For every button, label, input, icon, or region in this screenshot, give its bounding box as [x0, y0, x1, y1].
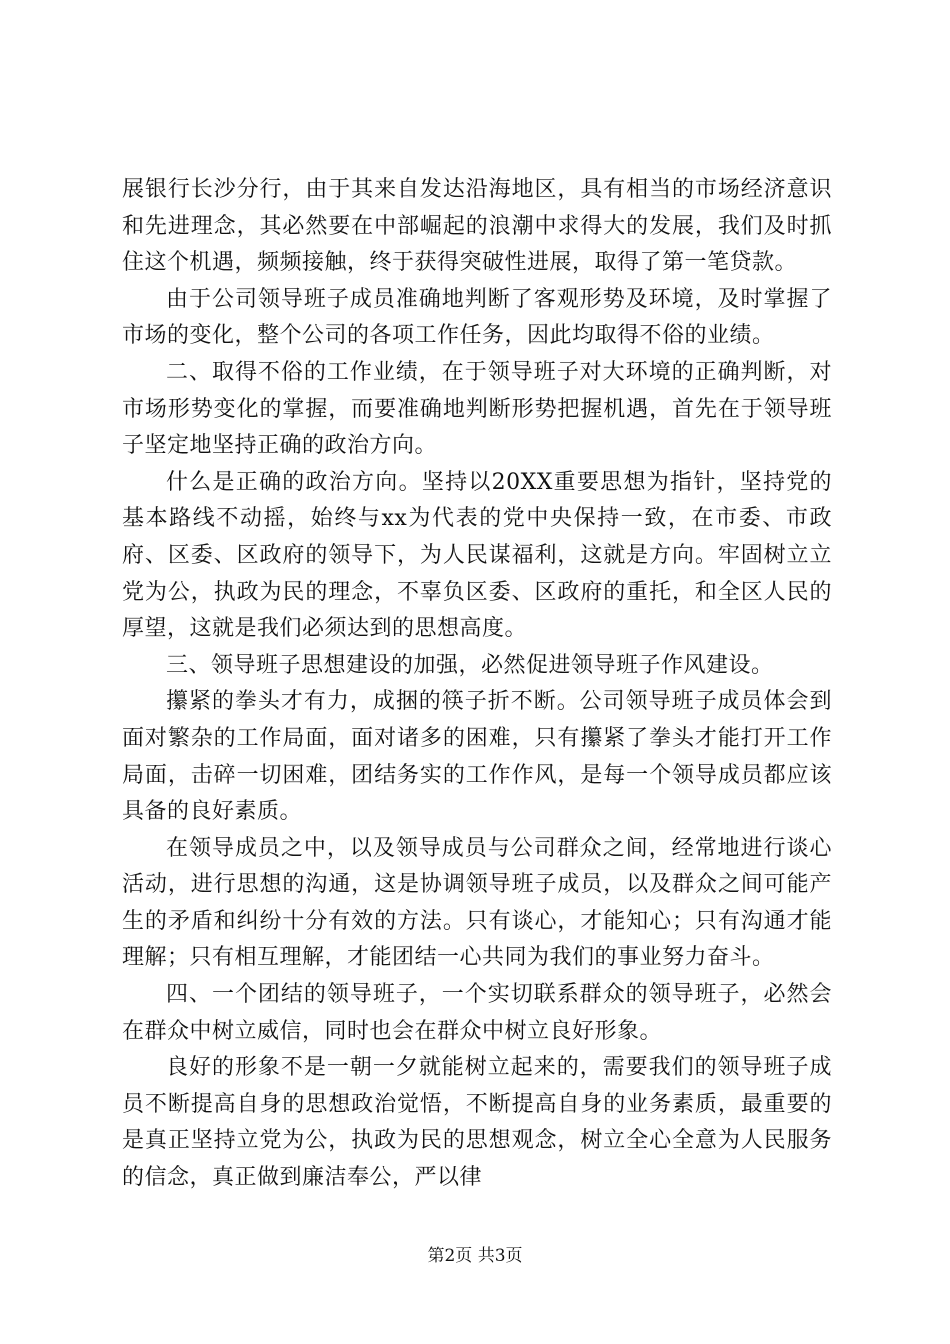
- paragraph-7: 在领导成员之中，以及领导成员与公司群众之间，经常地进行谈心活动，进行思想的沟通，这是协调领导班子成员，以及群众之间可能产生的矛盾和纠纷十分有效的方法。只有谈心，才能知心；只有沟通才能理解；只有相互理解，才能团结一心共同为我们的事业努力奋斗。: [122, 835, 832, 971]
- paragraph-5: 三、领导班子思想建设的加强，必然促进领导班子作风建设。: [166, 652, 774, 678]
- paragraph-4: 什么是正确的政治方向。坚持以20XX重要思想为指针，坚持党的基本路线不动摇，始终与xx为代表的党中央保持一致，在市委、市政府、区委、区政府的领导下，为人民谋福利，这就是方向。牢固树立立党为公，执政为民的理念，不辜负区委、区政府的重托，和全区人民的厚望，这就是我们必须达到的思想高度。: [122, 469, 832, 642]
- paragraph-6: 攥紧的拳头才有力，成捆的筷子折不断。公司领导班子成员体会到面对繁杂的工作局面，面对诸多的困难，只有攥紧了拳头才能打开工作局面，击碎一切困难，团结务实的工作作风，是每一个领导成员都应该具备的良好素质。: [122, 689, 832, 825]
- paragraph-9: 良好的形象不是一朝一夕就能树立起来的，需要我们的领导班子成员不断提高自身的思想政治觉悟，不断提高自身的业务素质，最重要的是真正坚持立党为公，执政为民的思想观念，树立全心全意为人民服务的信念，真正做到廉洁奉公，严以律: [122, 1055, 832, 1191]
- paragraph-1: 展银行长沙分行，由于其来自发达沿海地区，具有相当的市场经济意识和先进理念，其必然要在中部崛起的浪潮中求得大的发展，我们及时抓住这个机遇，频频接触，终于获得突破性进展，取得了第一笔贷款。: [122, 177, 832, 276]
- document-body: [122, 172, 832, 1197]
- page-number-footer: 第2页 共3页: [427, 1246, 523, 1266]
- paragraph-8: 四、一个团结的领导班子，一个实切联系群众的领导班子，必然会在群众中树立威信，同时也会在群众中树立良好形象。: [122, 982, 832, 1044]
- paragraph-3: 二、取得不俗的工作业绩，在于领导班子对大环境的正确判断，对市场形势变化的掌握，而要准确地判断形势把握机遇，首先在于领导班子坚定地坚持正确的政治方向。: [122, 359, 832, 459]
- paragraph-2: 由于公司领导班子成员准确地判断了客观形势及环境，及时掌握了市场的变化，整个公司的各项工作任务，因此均取得不俗的业绩。: [122, 286, 832, 349]
